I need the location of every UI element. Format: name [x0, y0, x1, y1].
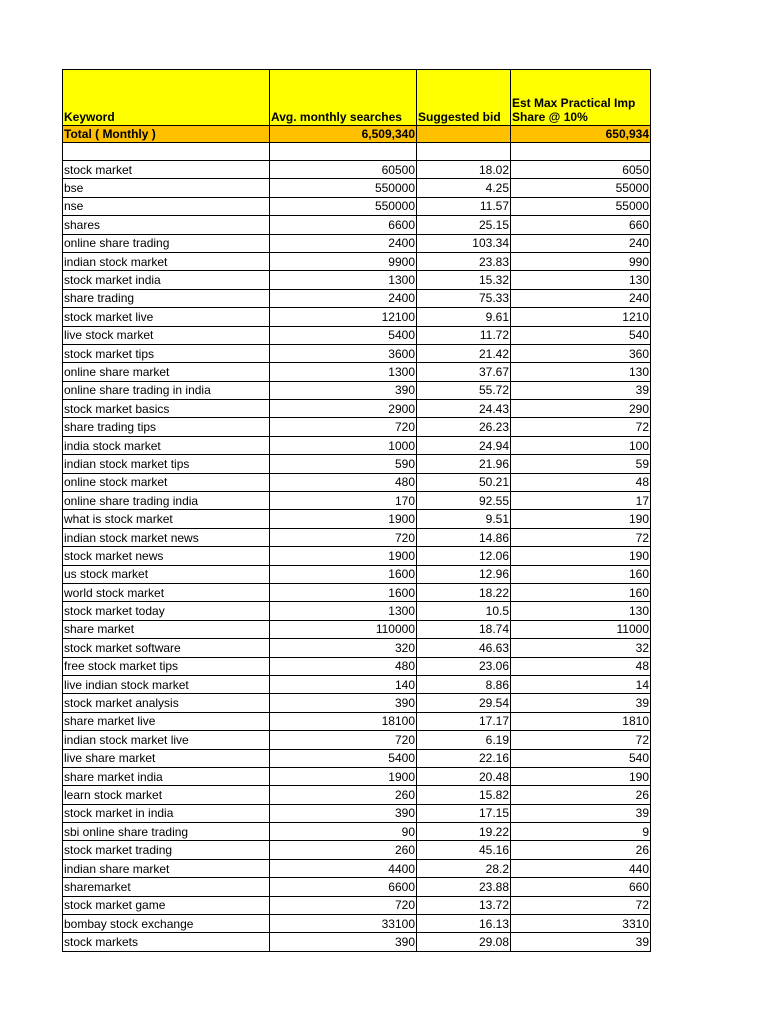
est-cell[interactable]: 26 — [511, 841, 651, 859]
table-row — [63, 289, 651, 307]
est-cell[interactable]: 160 — [511, 583, 651, 601]
bid-cell[interactable]: 18.74 — [417, 620, 511, 638]
est-cell[interactable]: 48 — [511, 657, 651, 675]
keyword-cell[interactable]: live indian stock market — [63, 675, 270, 693]
keyword-cell[interactable]: online share trading in india — [63, 381, 270, 399]
searches-cell[interactable]: 390 — [270, 933, 417, 951]
keyword-table — [62, 69, 651, 952]
keyword-cell[interactable]: sharemarket — [63, 878, 270, 896]
est-cell[interactable]: 1210 — [511, 308, 651, 326]
searches-cell[interactable]: 480 — [270, 657, 417, 675]
keyword-cell[interactable]: online share market — [63, 363, 270, 381]
table-row — [63, 620, 651, 638]
table-row — [63, 252, 651, 270]
searches-cell[interactable]: 1300 — [270, 271, 417, 289]
table-row — [63, 400, 651, 418]
table-row — [63, 786, 651, 804]
est-cell[interactable]: 290 — [511, 400, 651, 418]
bid-cell[interactable]: 14.86 — [417, 528, 511, 546]
est-cell[interactable]: 660 — [511, 878, 651, 896]
bid-cell[interactable]: 23.06 — [417, 657, 511, 675]
keyword-cell[interactable]: free stock market tips — [63, 657, 270, 675]
searches-cell[interactable]: 390 — [270, 804, 417, 822]
searches-cell[interactable]: 5400 — [270, 749, 417, 767]
est-cell[interactable]: 48 — [511, 473, 651, 491]
est-cell[interactable]: 190 — [511, 547, 651, 565]
searches-cell[interactable]: 2400 — [270, 289, 417, 307]
table-row — [63, 823, 651, 841]
blank-row — [63, 143, 651, 161]
est-cell[interactable]: 39 — [511, 694, 651, 712]
est-cell[interactable]: 100 — [511, 436, 651, 454]
total-bid-empty[interactable] — [417, 126, 511, 143]
keyword-cell[interactable]: share market live — [63, 712, 270, 730]
searches-cell[interactable]: 110000 — [270, 620, 417, 638]
total-row — [63, 126, 651, 143]
table-row — [63, 473, 651, 491]
keyword-cell[interactable]: stock market basics — [63, 400, 270, 418]
est-cell[interactable]: 59 — [511, 455, 651, 473]
table-row — [63, 547, 651, 565]
searches-cell[interactable]: 1300 — [270, 363, 417, 381]
bid-cell[interactable]: 6.19 — [417, 731, 511, 749]
table-row — [63, 896, 651, 914]
keyword-cell[interactable]: learn stock market — [63, 786, 270, 804]
est-cell[interactable]: 72 — [511, 731, 651, 749]
est-cell[interactable]: 6050 — [511, 161, 651, 179]
keyword-cell[interactable]: stock market — [63, 161, 270, 179]
table-row — [63, 363, 651, 381]
bid-cell[interactable]: 17.17 — [417, 712, 511, 730]
keyword-cell[interactable]: india stock market — [63, 436, 270, 454]
bid-cell[interactable]: 12.96 — [417, 565, 511, 583]
searches-cell[interactable]: 170 — [270, 492, 417, 510]
searches-cell[interactable]: 5400 — [270, 326, 417, 344]
table-row — [63, 841, 651, 859]
searches-cell[interactable]: 1900 — [270, 767, 417, 785]
est-cell[interactable]: 440 — [511, 859, 651, 877]
bid-cell[interactable]: 21.96 — [417, 455, 511, 473]
table-row — [63, 657, 651, 675]
searches-cell[interactable]: 480 — [270, 473, 417, 491]
searches-cell[interactable]: 390 — [270, 381, 417, 399]
bid-cell[interactable]: 29.08 — [417, 933, 511, 951]
bid-cell[interactable]: 13.72 — [417, 896, 511, 914]
est-cell[interactable]: 17 — [511, 492, 651, 510]
bid-cell[interactable]: 28.2 — [417, 859, 511, 877]
keyword-cell[interactable]: live stock market — [63, 326, 270, 344]
keyword-cell[interactable]: live share market — [63, 749, 270, 767]
table-row — [63, 436, 651, 454]
total-searches[interactable]: 6,509,340 — [270, 126, 417, 143]
table-row — [63, 878, 651, 896]
bid-cell[interactable]: 19.22 — [417, 823, 511, 841]
bid-cell[interactable]: 46.63 — [417, 639, 511, 657]
est-cell[interactable]: 130 — [511, 602, 651, 620]
table-row — [63, 234, 651, 252]
keyword-cell[interactable]: bombay stock exchange — [63, 915, 270, 933]
table-row — [63, 639, 651, 657]
blank-cell[interactable] — [511, 143, 651, 161]
table-row — [63, 344, 651, 362]
est-cell[interactable]: 55000 — [511, 179, 651, 197]
est-cell[interactable]: 130 — [511, 271, 651, 289]
searches-cell[interactable]: 390 — [270, 694, 417, 712]
total-label[interactable]: Total ( Monthly ) — [63, 126, 270, 143]
keyword-cell[interactable]: stock market today — [63, 602, 270, 620]
searches-cell[interactable]: 2900 — [270, 400, 417, 418]
header-avg-monthly-searches[interactable]: Avg. monthly searches — [270, 70, 417, 126]
bid-cell[interactable]: 11.72 — [417, 326, 511, 344]
bid-cell[interactable]: 8.86 — [417, 675, 511, 693]
est-cell[interactable]: 26 — [511, 786, 651, 804]
bid-cell[interactable]: 23.88 — [417, 878, 511, 896]
bid-cell[interactable]: 4.25 — [417, 179, 511, 197]
searches-cell[interactable]: 1600 — [270, 583, 417, 601]
searches-cell[interactable]: 1000 — [270, 436, 417, 454]
keyword-cell[interactable]: stock market software — [63, 639, 270, 657]
bid-cell[interactable]: 22.16 — [417, 749, 511, 767]
header-keyword[interactable]: Keyword — [63, 70, 270, 126]
keyword-cell[interactable]: stock market news — [63, 547, 270, 565]
table-row — [63, 731, 651, 749]
searches-cell[interactable]: 2400 — [270, 234, 417, 252]
est-cell[interactable]: 32 — [511, 639, 651, 657]
table-row — [63, 418, 651, 436]
keyword-cell[interactable]: indian stock market live — [63, 731, 270, 749]
bid-cell[interactable]: 15.82 — [417, 786, 511, 804]
keyword-cell[interactable]: stock markets — [63, 933, 270, 951]
keyword-cell[interactable]: us stock market — [63, 565, 270, 583]
keyword-cell[interactable]: indian share market — [63, 859, 270, 877]
est-cell[interactable]: 540 — [511, 326, 651, 344]
table-row — [63, 749, 651, 767]
keyword-cell[interactable]: share market — [63, 620, 270, 638]
bid-cell[interactable]: 20.48 — [417, 767, 511, 785]
searches-cell[interactable]: 260 — [270, 786, 417, 804]
est-cell[interactable]: 240 — [511, 234, 651, 252]
bid-cell[interactable]: 23.83 — [417, 252, 511, 270]
searches-cell[interactable]: 60500 — [270, 161, 417, 179]
table-row — [63, 804, 651, 822]
keyword-cell[interactable]: indian stock market — [63, 252, 270, 270]
est-cell[interactable]: 11000 — [511, 620, 651, 638]
keyword-cell[interactable]: sbi online share trading — [63, 823, 270, 841]
keyword-cell[interactable]: stock market trading — [63, 841, 270, 859]
searches-cell[interactable]: 1900 — [270, 510, 417, 528]
est-cell[interactable]: 190 — [511, 510, 651, 528]
est-cell[interactable]: 72 — [511, 418, 651, 436]
keyword-cell[interactable]: stock market game — [63, 896, 270, 914]
keyword-cell[interactable]: world stock market — [63, 583, 270, 601]
searches-cell[interactable]: 550000 — [270, 197, 417, 215]
header-suggested-bid[interactable]: Suggested bid — [417, 70, 511, 126]
searches-cell[interactable]: 140 — [270, 675, 417, 693]
table-row — [63, 767, 651, 785]
bid-cell[interactable]: 9.61 — [417, 308, 511, 326]
est-cell[interactable]: 55000 — [511, 197, 651, 215]
table-row — [63, 179, 651, 197]
est-cell[interactable]: 14 — [511, 675, 651, 693]
keyword-cell[interactable]: online share trading india — [63, 492, 270, 510]
keyword-cell[interactable]: share trading — [63, 289, 270, 307]
est-cell[interactable]: 39 — [511, 804, 651, 822]
keyword-cell[interactable]: stock market analysis — [63, 694, 270, 712]
bid-cell[interactable]: 26.23 — [417, 418, 511, 436]
table-row — [63, 915, 651, 933]
bid-cell[interactable]: 9.51 — [417, 510, 511, 528]
blank-cell[interactable] — [270, 143, 417, 161]
keyword-cell[interactable]: share market india — [63, 767, 270, 785]
table-row — [63, 712, 651, 730]
header-row — [63, 70, 651, 126]
table-row — [63, 565, 651, 583]
keyword-cell[interactable]: indian stock market tips — [63, 455, 270, 473]
bid-cell[interactable]: 21.42 — [417, 344, 511, 362]
blank-cell[interactable] — [63, 143, 270, 161]
bid-cell[interactable]: 50.21 — [417, 473, 511, 491]
searches-cell[interactable]: 590 — [270, 455, 417, 473]
est-cell[interactable]: 190 — [511, 767, 651, 785]
searches-cell[interactable]: 18100 — [270, 712, 417, 730]
est-cell[interactable]: 72 — [511, 528, 651, 546]
searches-cell[interactable]: 320 — [270, 639, 417, 657]
searches-cell[interactable]: 1300 — [270, 602, 417, 620]
est-cell[interactable]: 9 — [511, 823, 651, 841]
est-cell[interactable]: 660 — [511, 216, 651, 234]
keyword-cell[interactable]: stock market india — [63, 271, 270, 289]
table-row — [63, 492, 651, 510]
total-est[interactable]: 650,934 — [511, 126, 651, 143]
searches-cell[interactable]: 90 — [270, 823, 417, 841]
keyword-cell[interactable]: nse — [63, 197, 270, 215]
est-cell[interactable]: 160 — [511, 565, 651, 583]
bid-cell[interactable]: 12.06 — [417, 547, 511, 565]
est-cell[interactable]: 1810 — [511, 712, 651, 730]
searches-cell[interactable]: 1900 — [270, 547, 417, 565]
searches-cell[interactable]: 33100 — [270, 915, 417, 933]
table-row — [63, 675, 651, 693]
table-row — [63, 694, 651, 712]
bid-cell[interactable]: 11.57 — [417, 197, 511, 215]
table-row — [63, 216, 651, 234]
searches-cell[interactable]: 720 — [270, 418, 417, 436]
est-cell[interactable]: 240 — [511, 289, 651, 307]
table-row — [63, 510, 651, 528]
bid-cell[interactable]: 103.34 — [417, 234, 511, 252]
bid-cell[interactable]: 37.67 — [417, 363, 511, 381]
searches-cell[interactable]: 3600 — [270, 344, 417, 362]
est-cell[interactable]: 360 — [511, 344, 651, 362]
searches-cell[interactable]: 720 — [270, 528, 417, 546]
bid-cell[interactable]: 24.94 — [417, 436, 511, 454]
keyword-cell[interactable]: indian stock market news — [63, 528, 270, 546]
bid-cell[interactable]: 29.54 — [417, 694, 511, 712]
bid-cell[interactable]: 25.15 — [417, 216, 511, 234]
searches-cell[interactable]: 9900 — [270, 252, 417, 270]
searches-cell[interactable]: 720 — [270, 896, 417, 914]
bid-cell[interactable]: 18.02 — [417, 161, 511, 179]
keyword-cell[interactable]: what is stock market — [63, 510, 270, 528]
searches-cell[interactable]: 1600 — [270, 565, 417, 583]
est-cell[interactable]: 540 — [511, 749, 651, 767]
spreadsheet — [62, 69, 650, 952]
keyword-cell[interactable]: stock market tips — [63, 344, 270, 362]
table-row — [63, 859, 651, 877]
searches-cell[interactable]: 720 — [270, 731, 417, 749]
table-row — [63, 602, 651, 620]
bid-cell[interactable]: 15.32 — [417, 271, 511, 289]
keyword-cell[interactable]: online stock market — [63, 473, 270, 491]
bid-cell[interactable]: 18.22 — [417, 583, 511, 601]
bid-cell[interactable]: 24.43 — [417, 400, 511, 418]
est-cell[interactable]: 39 — [511, 933, 651, 951]
bid-cell[interactable]: 75.33 — [417, 289, 511, 307]
bid-cell[interactable]: 55.72 — [417, 381, 511, 399]
keyword-cell[interactable]: bse — [63, 179, 270, 197]
est-cell[interactable]: 72 — [511, 896, 651, 914]
table-row — [63, 933, 651, 951]
keyword-cell[interactable]: stock market live — [63, 308, 270, 326]
est-cell[interactable]: 130 — [511, 363, 651, 381]
searches-cell[interactable]: 6600 — [270, 878, 417, 896]
est-cell[interactable]: 3310 — [511, 915, 651, 933]
table-row — [63, 455, 651, 473]
table-row — [63, 271, 651, 289]
table-row — [63, 197, 651, 215]
bid-cell[interactable]: 45.16 — [417, 841, 511, 859]
searches-cell[interactable]: 260 — [270, 841, 417, 859]
table-row — [63, 528, 651, 546]
keyword-cell[interactable]: stock market in india — [63, 804, 270, 822]
est-cell[interactable]: 990 — [511, 252, 651, 270]
keyword-cell[interactable]: share trading tips — [63, 418, 270, 436]
table-row — [63, 326, 651, 344]
keyword-cell[interactable]: online share trading — [63, 234, 270, 252]
header-est-max-share[interactable]: Est Max Practical Imp Share @ 10% — [511, 70, 651, 126]
searches-cell[interactable]: 4400 — [270, 859, 417, 877]
table-row — [63, 161, 651, 179]
bid-cell[interactable]: 92.55 — [417, 492, 511, 510]
searches-cell[interactable]: 550000 — [270, 179, 417, 197]
searches-cell[interactable]: 12100 — [270, 308, 417, 326]
table-row — [63, 381, 651, 399]
bid-cell[interactable]: 16.13 — [417, 915, 511, 933]
table-row — [63, 308, 651, 326]
blank-cell[interactable] — [417, 143, 511, 161]
bid-cell[interactable]: 10.5 — [417, 602, 511, 620]
searches-cell[interactable]: 6600 — [270, 216, 417, 234]
table-row — [63, 583, 651, 601]
bid-cell[interactable]: 17.15 — [417, 804, 511, 822]
keyword-cell[interactable]: shares — [63, 216, 270, 234]
est-cell[interactable]: 39 — [511, 381, 651, 399]
